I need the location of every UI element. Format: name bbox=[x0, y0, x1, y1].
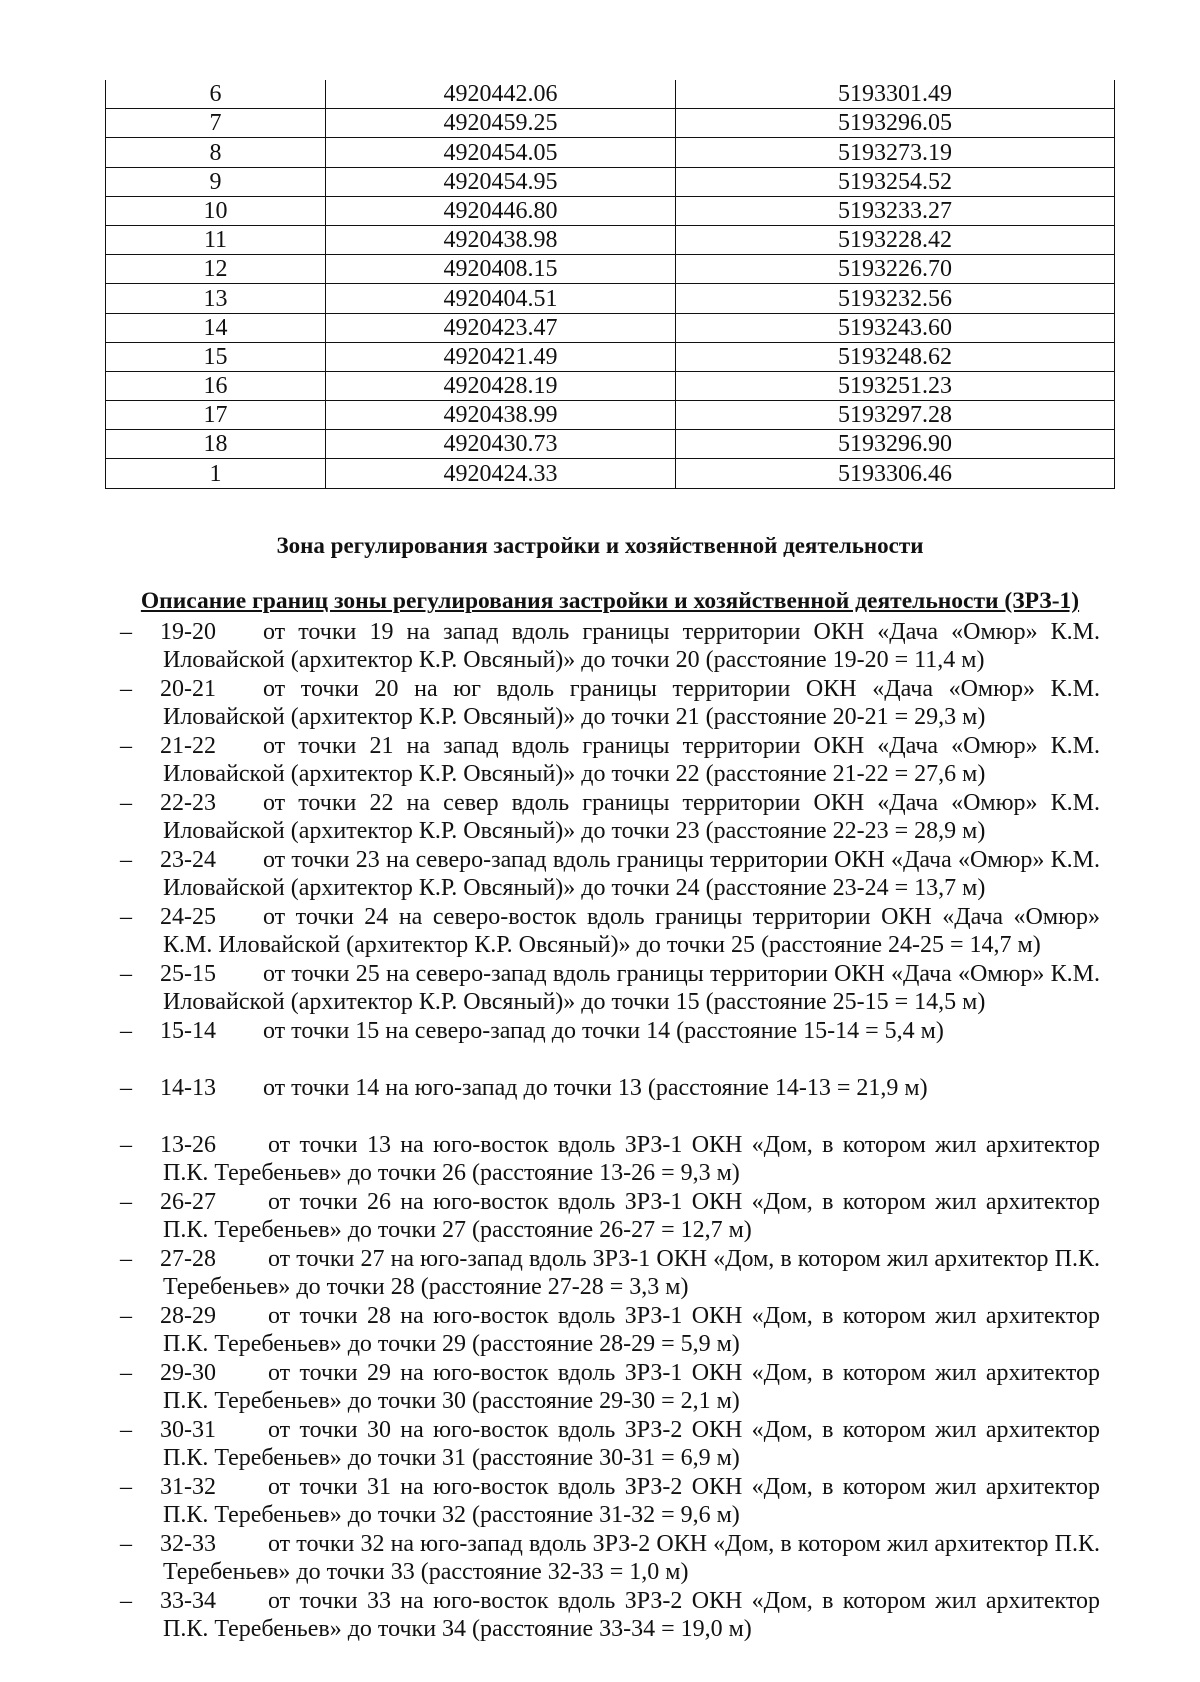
y-coordinate-cell: 5193232.56 bbox=[676, 284, 1115, 313]
segment-code: 14-13 bbox=[160, 1075, 216, 1101]
table-row bbox=[106, 342, 1115, 371]
list-dash: – bbox=[120, 1417, 132, 1443]
table-row bbox=[106, 401, 1115, 430]
segment-description-block bbox=[163, 960, 1100, 1016]
table-row bbox=[106, 430, 1115, 459]
x-coordinate-cell: 4920430.73 bbox=[326, 430, 676, 459]
segment-description-block bbox=[163, 1302, 1100, 1358]
list-dash: – bbox=[120, 1075, 132, 1101]
list-item bbox=[0, 1302, 1200, 1359]
list-item bbox=[0, 1416, 1200, 1473]
list-dash: – bbox=[120, 1132, 132, 1158]
y-coordinate-cell: 5193228.42 bbox=[676, 225, 1115, 254]
y-coordinate-cell: 5193296.05 bbox=[676, 109, 1115, 138]
segment-description: от точки 13 на юго-восток вдоль ЗРЗ-1 ОКН «Дом, в котором жил архитектор П.К. Теребеньев» до точки 26 (расстояние 13-26 = 9,3 м) bbox=[163, 1132, 1100, 1186]
x-coordinate-cell: 4920428.19 bbox=[326, 371, 676, 400]
segment-description: от точки 33 на юго-восток вдоль ЗРЗ-2 ОКН «Дом, в котором жил архитектор П.К. Теребеньев» до точки 34 (расстояние 33-34 = 19,0 м) bbox=[163, 1588, 1100, 1642]
segment-description: от точки 24 на северо-восток вдоль границы территории ОКН «Дача «Омюр» К.М. Иловайской (архитектор К.Р. Овсяный)» до точки 25 (расстояние 24-25 = 14,7 м) bbox=[163, 904, 1100, 958]
segment-description: от точки 20 на юг вдоль границы территории ОКН «Дача «Омюр» К.М. Иловайской (архитектор К.Р. Овсяный)» до точки 21 (расстояние 20-21 = 29,3 м) bbox=[163, 676, 1100, 730]
list-dash: – bbox=[120, 1189, 132, 1215]
list-dash: – bbox=[120, 1303, 132, 1329]
list-dash: – bbox=[120, 1246, 132, 1272]
point-number-cell: 13 bbox=[106, 284, 326, 313]
segment-description: от точки 22 на север вдоль границы территории ОКН «Дача «Омюр» К.М. Иловайской (архитектор К.Р. Овсяный)» до точки 23 (расстояние 22-23 = 28,9 м) bbox=[163, 790, 1100, 844]
list-item bbox=[0, 1359, 1200, 1416]
segment-description-block bbox=[163, 1587, 1100, 1643]
list-dash: – bbox=[120, 847, 132, 873]
coordinates-table bbox=[105, 80, 1115, 489]
table-row bbox=[106, 225, 1115, 254]
point-number-cell: 1 bbox=[106, 459, 326, 488]
boundary-segment-list bbox=[0, 618, 1200, 1644]
point-number-cell: 18 bbox=[106, 430, 326, 459]
segment-code: 33-34 bbox=[160, 1588, 216, 1614]
x-coordinate-cell: 4920408.15 bbox=[326, 255, 676, 284]
y-coordinate-cell: 5193301.49 bbox=[676, 80, 1115, 109]
segment-code: 19-20 bbox=[160, 619, 216, 645]
segment-description-block bbox=[163, 1359, 1100, 1415]
list-dash: – bbox=[120, 1474, 132, 1500]
segment-description: от точки 29 на юго-восток вдоль ЗРЗ-1 ОКН «Дом, в котором жил архитектор П.К. Теребеньев» до точки 30 (расстояние 29-30 = 2,1 м) bbox=[163, 1360, 1100, 1414]
x-coordinate-cell: 4920438.99 bbox=[326, 401, 676, 430]
list-item bbox=[0, 618, 1200, 675]
list-item bbox=[0, 1017, 1200, 1074]
segment-code: 25-15 bbox=[160, 961, 216, 987]
segment-code: 28-29 bbox=[160, 1303, 216, 1329]
segment-code: 31-32 bbox=[160, 1474, 216, 1500]
list-item bbox=[0, 1131, 1200, 1188]
segment-description: от точки 14 на юго-запад до точки 13 (расстояние 14-13 = 21,9 м) bbox=[263, 1075, 928, 1101]
segment-description: от точки 25 на северо-запад вдоль границы территории ОКН «Дача «Омюр» К.М. Иловайской (архитектор К.Р. Овсяный)» до точки 15 (расстояние 25-15 = 14,5 м) bbox=[163, 961, 1100, 1015]
description-heading: Описание границ зоны регулирования застройки и хозяйственной деятельности (ЗРЗ-1) bbox=[140, 588, 1080, 614]
segment-code: 26-27 bbox=[160, 1189, 216, 1215]
segment-description-block bbox=[163, 1530, 1100, 1586]
x-coordinate-cell: 4920442.06 bbox=[326, 80, 676, 109]
table-row bbox=[106, 80, 1115, 109]
segment-description-block bbox=[163, 1131, 1100, 1187]
segment-description-block bbox=[163, 732, 1100, 788]
y-coordinate-cell: 5193243.60 bbox=[676, 313, 1115, 342]
y-coordinate-cell: 5193251.23 bbox=[676, 371, 1115, 400]
segment-description: от точки 32 на юго-запад вдоль ЗРЗ-2 ОКН «Дом, в котором жил архитектор П.К. Теребеньев» до точки 33 (расстояние 32-33 = 1,0 м) bbox=[163, 1531, 1100, 1585]
y-coordinate-cell: 5193226.70 bbox=[676, 255, 1115, 284]
list-item bbox=[0, 675, 1200, 732]
list-dash: – bbox=[120, 1588, 132, 1614]
list-dash: – bbox=[120, 904, 132, 930]
segment-description: от точки 21 на запад вдоль границы территории ОКН «Дача «Омюр» К.М. Иловайской (архитектор К.Р. Овсяный)» до точки 22 (расстояние 21-22 = 27,6 м) bbox=[163, 733, 1100, 787]
list-item bbox=[0, 960, 1200, 1017]
y-coordinate-cell: 5193297.28 bbox=[676, 401, 1115, 430]
list-item bbox=[0, 1473, 1200, 1530]
point-number-cell: 8 bbox=[106, 138, 326, 167]
segment-code: 20-21 bbox=[160, 676, 216, 702]
table-row bbox=[106, 371, 1115, 400]
segment-code: 23-24 bbox=[160, 847, 216, 873]
table-row bbox=[106, 284, 1115, 313]
segment-description-block bbox=[163, 1188, 1100, 1244]
list-item bbox=[0, 1530, 1200, 1587]
segment-description-block bbox=[163, 618, 1100, 674]
segment-description-block bbox=[163, 846, 1100, 902]
point-number-cell: 6 bbox=[106, 80, 326, 109]
point-number-cell: 12 bbox=[106, 255, 326, 284]
segment-description-block bbox=[163, 1074, 1100, 1102]
list-item bbox=[0, 1587, 1200, 1644]
segment-description-block bbox=[163, 1416, 1100, 1472]
list-dash: – bbox=[120, 733, 132, 759]
table-row bbox=[106, 459, 1115, 488]
segment-code: 13-26 bbox=[160, 1132, 216, 1158]
table-row bbox=[106, 255, 1115, 284]
x-coordinate-cell: 4920454.95 bbox=[326, 167, 676, 196]
segment-description: от точки 28 на юго-восток вдоль ЗРЗ-1 ОКН «Дом, в котором жил архитектор П.К. Теребеньев» до точки 29 (расстояние 28-29 = 5,9 м) bbox=[163, 1303, 1100, 1357]
list-item bbox=[0, 789, 1200, 846]
segment-description-block bbox=[163, 1017, 1100, 1045]
segment-code: 21-22 bbox=[160, 733, 216, 759]
x-coordinate-cell: 4920454.05 bbox=[326, 138, 676, 167]
point-number-cell: 7 bbox=[106, 109, 326, 138]
segment-code: 29-30 bbox=[160, 1360, 216, 1386]
y-coordinate-cell: 5193233.27 bbox=[676, 196, 1115, 225]
list-dash: – bbox=[120, 1018, 132, 1044]
segment-code: 24-25 bbox=[160, 904, 216, 930]
table-row bbox=[106, 167, 1115, 196]
list-dash: – bbox=[120, 1531, 132, 1557]
x-coordinate-cell: 4920459.25 bbox=[326, 109, 676, 138]
segment-description: от точки 23 на северо-запад вдоль границы территории ОКН «Дача «Омюр» К.М. Иловайской (архитектор К.Р. Овсяный)» до точки 24 (расстояние 23-24 = 13,7 м) bbox=[163, 847, 1100, 901]
list-dash: – bbox=[120, 676, 132, 702]
list-dash: – bbox=[120, 1360, 132, 1386]
list-dash: – bbox=[120, 961, 132, 987]
list-item bbox=[0, 846, 1200, 903]
segment-description-block bbox=[163, 1245, 1100, 1301]
segment-description-block bbox=[163, 1473, 1100, 1529]
segment-description-block bbox=[163, 789, 1100, 845]
y-coordinate-cell: 5193296.90 bbox=[676, 430, 1115, 459]
table-row bbox=[106, 313, 1115, 342]
x-coordinate-cell: 4920438.98 bbox=[326, 225, 676, 254]
segment-code: 30-31 bbox=[160, 1417, 216, 1443]
segment-code: 15-14 bbox=[160, 1018, 216, 1044]
x-coordinate-cell: 4920421.49 bbox=[326, 342, 676, 371]
x-coordinate-cell: 4920404.51 bbox=[326, 284, 676, 313]
x-coordinate-cell: 4920423.47 bbox=[326, 313, 676, 342]
point-number-cell: 17 bbox=[106, 401, 326, 430]
zone-title: Зона регулирования застройки и хозяйственной деятельности bbox=[276, 533, 924, 558]
list-item bbox=[0, 732, 1200, 789]
segment-description: от точки 30 на юго-восток вдоль ЗРЗ-2 ОКН «Дом, в котором жил архитектор П.К. Теребеньев» до точки 31 (расстояние 30-31 = 6,9 м) bbox=[163, 1417, 1100, 1471]
segment-description: от точки 15 на северо-запад до точки 14 (расстояние 15-14 = 5,4 м) bbox=[263, 1018, 944, 1044]
table-row bbox=[106, 138, 1115, 167]
segment-description-block bbox=[163, 903, 1100, 959]
point-number-cell: 10 bbox=[106, 196, 326, 225]
list-item bbox=[0, 1245, 1200, 1302]
list-item bbox=[0, 1188, 1200, 1245]
point-number-cell: 15 bbox=[106, 342, 326, 371]
point-number-cell: 9 bbox=[106, 167, 326, 196]
point-number-cell: 14 bbox=[106, 313, 326, 342]
point-number-cell: 11 bbox=[106, 225, 326, 254]
segment-description: от точки 19 на запад вдоль границы территории ОКН «Дача «Омюр» К.М. Иловайской (архитектор К.Р. Овсяный)» до точки 20 (расстояние 19-20 = 11,4 м) bbox=[163, 619, 1100, 673]
list-dash: – bbox=[120, 790, 132, 816]
segment-description: от точки 27 на юго-запад вдоль ЗРЗ-1 ОКН «Дом, в котором жил архитектор П.К. Теребеньев» до точки 28 (расстояние 27-28 = 3,3 м) bbox=[163, 1246, 1100, 1300]
y-coordinate-cell: 5193273.19 bbox=[676, 138, 1115, 167]
y-coordinate-cell: 5193306.46 bbox=[676, 459, 1115, 488]
y-coordinate-cell: 5193254.52 bbox=[676, 167, 1115, 196]
segment-description-block bbox=[163, 675, 1100, 731]
coordinates-table-body bbox=[106, 80, 1115, 488]
list-item bbox=[0, 1074, 1200, 1131]
segment-code: 27-28 bbox=[160, 1246, 216, 1272]
segment-code: 32-33 bbox=[160, 1531, 216, 1557]
segment-code: 22-23 bbox=[160, 790, 216, 816]
table-row bbox=[106, 196, 1115, 225]
segment-description: от точки 26 на юго-восток вдоль ЗРЗ-1 ОКН «Дом, в котором жил архитектор П.К. Теребеньев» до точки 27 (расстояние 26-27 = 12,7 м) bbox=[163, 1189, 1100, 1243]
x-coordinate-cell: 4920446.80 bbox=[326, 196, 676, 225]
table-row bbox=[106, 109, 1115, 138]
list-item bbox=[0, 903, 1200, 960]
list-dash: – bbox=[120, 619, 132, 645]
y-coordinate-cell: 5193248.62 bbox=[676, 342, 1115, 371]
point-number-cell: 16 bbox=[106, 371, 326, 400]
segment-description: от точки 31 на юго-восток вдоль ЗРЗ-2 ОКН «Дом, в котором жил архитектор П.К. Теребеньев» до точки 32 (расстояние 31-32 = 9,6 м) bbox=[163, 1474, 1100, 1528]
x-coordinate-cell: 4920424.33 bbox=[326, 459, 676, 488]
